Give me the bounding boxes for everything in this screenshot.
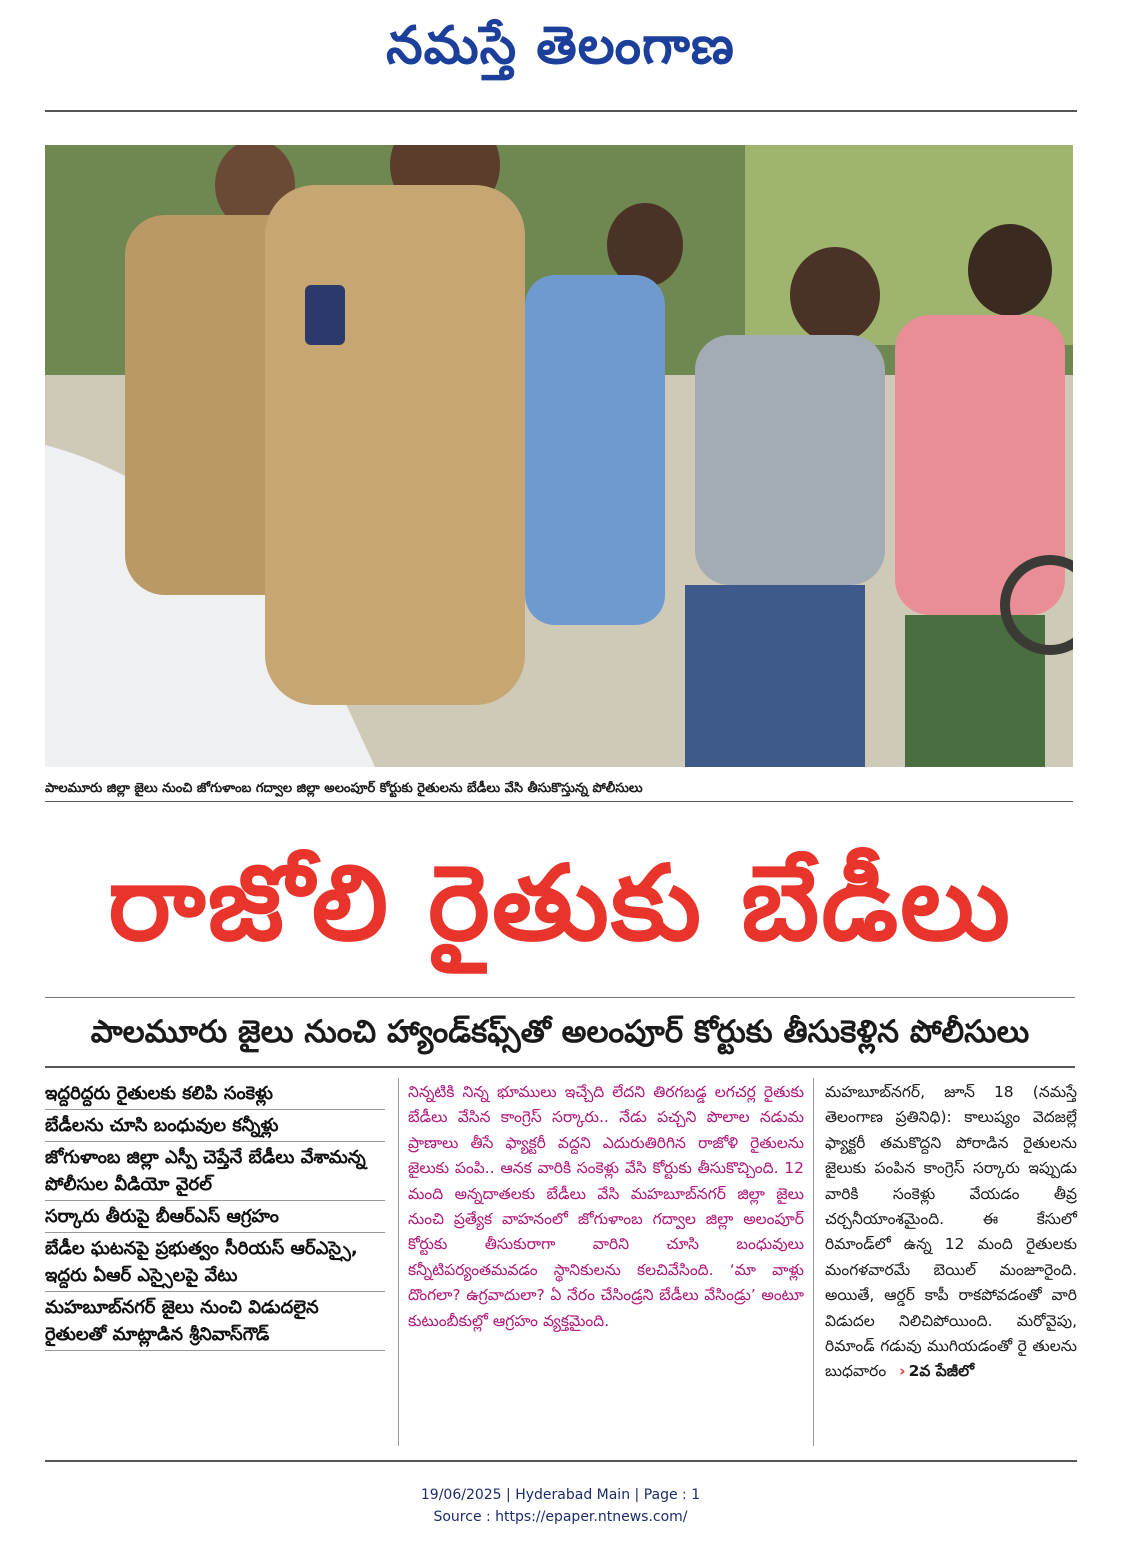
police-badge <box>305 285 345 345</box>
highlights-column <box>45 1078 385 1351</box>
photo-caption: పాలమూరు జిల్లా జైలు నుంచి జోగుళాంబ గద్వాల జిల్లా అలంపూర్ కోర్టుకు రైతులను బేడీలు వేసి తీసుకొస్తున్న పోలీసులు <box>45 776 1073 802</box>
highlight-item: సర్కారు తీరుపై బీఆర్‌ఎస్ ఆగ్రహం <box>45 1201 385 1233</box>
policeman-2 <box>265 185 525 705</box>
continued-label: 2వ పేజీలో <box>908 1362 975 1381</box>
newspaper-title: నమస్తే తెలంగాణ <box>386 15 735 76</box>
lead-paragraph: నిన్నటికి నిన్న భూములు ఇచ్చేది లేదని తిరగబడ్డ లగచర్ల రైతుకు బేడీలు వేసిన కాంగ్రెస్ సర్కారు.. నేడు పచ్చని పొలాల నడుమ ప్రాణాలు తీసే ఫ్యాక్టరీ వద్దని ఎదురుతిరిగిన రాజోళి రైతులను జైలుకు పంపి.. ఆనక వారికి సంకెళ్లు వేసి కోర్టుకు తీసుకొచ్చింది. 12 మంది అన్నదాతలకు బేడీలు వేసి మహబూబ్‌నగర్ జిల్లా జైలు నుంచి ప్రత్యేక వాహనంలో జోగుళాంబ గద్వాల జిల్లా అలంపూర్ కోర్టుకు తీసుకురాగా వారిని చూసి బంధువులు కన్నీటిపర్యంతమవడం స్థానికులను కలచివేసింది. ‘మా వాళ్లు దొంగలా? ఉగ్రవాదులా? ఏ నేరం చేసిండ్రని బేడీలు వేసిండ్రు’ అంటూ కుటుంబీకుల్లో ఆగ్రహం వ్యక్తమైంది. <box>408 1083 804 1330</box>
masthead-divider <box>45 110 1077 112</box>
article-body-text: మహబూబ్‌నగర్, జూన్ 18 (నమస్తే తెలంగాణ ప్రతినిధి): కాలుష్యం వెదజల్లే ఫ్యాక్టరీ తమకొద్దని పోరాడిన రైతులను జైలుకు పంపిన కాంగ్రెస్ సర్కారు ఇప్పుడు వారికి సంకెళ్లు వేయడం తీవ్ర చర్చనీయాంశమైంది. ఈ కేసులో రిమాండ్‌లో ఉన్న 12 మంది రైతులకు మంగళవారమే బెయిల్ మంజూరైంది. అయితే, ఆర్డర్ కాపీ రాకపోవడంతో వారి విడుదల నిలిచిపోయింది. మరోవైపు, రిమాండ్ గడువు ముగియడంతో రై తులను బుధవారం <box>825 1083 1077 1381</box>
highlight-item: ఇద్దరిద్దరు రైతులకు కలిపి సంకెళ్లు <box>45 1078 385 1110</box>
continued-link[interactable] <box>899 1359 974 1384</box>
highlight-item: బేడీల ఘటనపై ప్రభుత్వం సీరియస్ ఆర్‌ఎస్సై, ఇద్దరు ఏఆర్ ఎస్సైలపై వేటు <box>45 1233 385 1292</box>
masthead <box>0 8 1121 83</box>
article-body <box>825 1080 1077 1385</box>
subheadline-divider <box>45 1066 1075 1068</box>
headline: రాజోలి రైతుకు బేడీలు <box>108 842 1012 964</box>
headline-divider <box>45 997 1075 998</box>
news-photo <box>45 145 1073 767</box>
source-link[interactable]: Source : https://epaper.ntnews.com/ <box>433 1509 688 1525</box>
police-escorting-farmers-illustration <box>45 145 1073 767</box>
farmer-pink-shirt <box>895 315 1065 615</box>
chevron-right-icon: › <box>899 1362 906 1381</box>
page-footer <box>0 1484 1121 1528</box>
farmer-blue-shirt <box>525 275 665 625</box>
edition-info: 19/06/2025 | Hyderabad Main | Page : 1 <box>420 1487 701 1503</box>
highlight-item: జోగుళాంబ జిల్లా ఎస్పీ చెప్తేనే బేడీలు వేశామన్న పోలీసుల వీడియో వైరల్ <box>45 1142 385 1201</box>
highlight-item: మహబూబ్‌నగర్ జైలు నుంచి విడుదలైన రైతులతో మాట్లాడిన శ్రీనివాస్‌గౌడ్ <box>45 1292 385 1351</box>
column-divider <box>398 1078 399 1446</box>
column-divider <box>813 1078 814 1446</box>
farmer-grey-shirt <box>695 335 885 585</box>
highlight-item: బేడీలను చూసి బంధువుల కన్నీళ్లు <box>45 1110 385 1142</box>
footer-divider <box>45 1460 1077 1462</box>
subheadline: పాలమూరు జైలు నుంచి హ్యాండ్‌కఫ్స్‌తో అలంపూర్ కోర్టుకు తీసుకెళ్లిన పోలీసులు <box>90 1014 1030 1050</box>
